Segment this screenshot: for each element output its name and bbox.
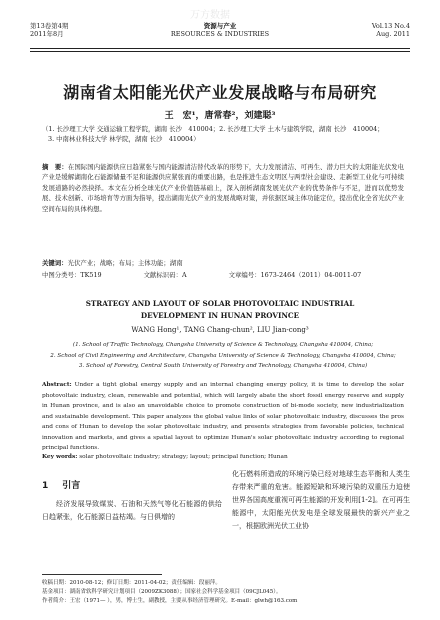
journal-name-cn: 资源与产业 (203, 22, 237, 30)
keywords-cn-label: 关键词： (42, 259, 68, 267)
running-header (30, 22, 410, 48)
issue-date-en: Aug. 2011 (376, 30, 410, 38)
watermark: 万方数据 (190, 10, 230, 21)
classification-row (42, 270, 404, 280)
affiliations-en (46, 340, 400, 372)
title-en-line: STRATEGY AND LAYOUT OF SOLAR PHOTOVOLTAIC INDUSTRIAL (85, 299, 355, 308)
abstract-cn-label: 摘 要： (42, 163, 68, 171)
footnote-funding: 基金项目：湖南省软科学研究计划项目（2009ZK3088）；国家社会科学基金项目（09CJL045）。 (42, 589, 282, 595)
authors-en: WANG Hong¹, TANG Chang-chun², LIU Jian-cong³ (131, 326, 309, 334)
keywords-en-label: Key words: (42, 454, 78, 460)
affiliation-en-line: 2. School of Civil Engineering and Architecture, Changsha University of Science & Technology, Changsha 410004, China; (50, 352, 396, 359)
keywords-cn-text: 光伏产业；战略；布局；主体功能；湖南 (67, 259, 183, 267)
affiliations-cn (42, 124, 404, 144)
journal-name-en: RESOURCES & INDUSTRIES (170, 30, 270, 38)
document-code: 文献标识码：A (143, 271, 187, 279)
affiliation-en-line: 3. School of Forestry, Central South University of Forestry and Technology, Changsha 410004, China) (78, 363, 368, 369)
article-number: 文章编号：1673-2464（2011）04-0011-07 (228, 271, 362, 279)
journal-name (30, 22, 410, 38)
body-column-left: 经济发展导致煤炭、石油和天然气等化石能源的供给日趋紧张，化石能源日益枯竭。与日俱增的 (42, 500, 222, 521)
paper-title-cn: 湖南省太阳能光伏产业发展战略与布局研究 (63, 83, 377, 102)
section-title: 引言 (62, 481, 81, 491)
journal-issue-en (372, 22, 410, 38)
abstract-en (42, 380, 404, 454)
abstract-en-text: Under a tight global energy supply and an internal changing energy policy, it is time to develop the solar photovoltaic industry, clean, renewable and potential, which will largely abate the short fossil energy reserve and supply in Hunan province, and is also an unavoidable choice to promote construction of bi-mode society, new industrialization and sustainable development. This paper analyzes the global value links of solar photovoltaic industry, discusses the pros and cons of Hunan to develop the solar photovoltaic industry, and presents strategies from favorable policies, technical innovation and markets, and gives a spatial layout to optimize Hunan's solar photovoltaic industry according to regional principal functions. (42, 382, 405, 451)
body-column-right: 化石燃料所造成的环境污染已经对地球生态平衡和人类生存带来严重的危害。能源短缺和环境污染的双重压力迫使世界各国高度重视可再生能源的开发利用[1-2]。在可再生能源中，太阳能光伏发电是全球发展最快的新兴产业之一，根据欧洲光伏工业协 (232, 470, 410, 530)
section-number: 1 (42, 481, 49, 491)
abstract-en-label: Abstract: (42, 382, 72, 388)
keywords-en-text: solar photovoltaic industry; strategy; layout; principal function; Hunan (79, 454, 288, 460)
issue-volume-en: Vol.13 No.4 (371, 22, 410, 30)
paper-title-en (40, 298, 400, 322)
abstract-cn (42, 162, 404, 214)
section-heading (42, 478, 94, 491)
title-en-line: DEVELOPMENT IN HUNAN PROVINCE (140, 311, 300, 320)
footnote-author: 作者简介：王宏（1971— ），男，博士生，副教授，主要从事经济管理研究。E-mail：glwh@163.com (42, 598, 298, 604)
abstract-cn-text: 在国际国内能源供应日趋紧张与国内能源清洁替代改革的形势下，大力发展清洁、可再生、潜力巨大的太阳能光伏发电产业是缓解湖南化石能源储量不足和能源供应紧张面的重要出路，也是推进生态文明区与两型社会建设、走新型工业化与可持续发展道路的必然抉择。本文在分析全球光伏产业价值链基础上，深入剖析湖南发展光伏产业的优势条件与不足，进而以优势发展、技术创新、市场培育等方面为指导，提出湖南光伏产业的发展战略对策，并依据区域主体功能定位，提出优化全省光伏产业空间布局的具体构想。 (42, 163, 405, 213)
header-rule-thin (30, 51, 410, 52)
issue-date: 2011年8月 (30, 30, 64, 38)
footnote-received: 收稿日期：2010-08-12；修订日期：2011-04-02；责任编辑：段丽萍。 (42, 580, 221, 586)
authors-cn: 王 宏¹，唐常春²，刘建聪³ (164, 111, 276, 121)
clc-number: 中图分类号：TK519 (42, 271, 102, 279)
affiliation-cn-line: 3. 中南林业科技大学 林学院，湖南 长沙 410004） (48, 135, 200, 143)
header-rule (30, 48, 410, 49)
issue-volume: 第13卷第4期 (30, 22, 69, 30)
keywords-en (42, 452, 404, 462)
footnote-rule (42, 574, 162, 575)
affiliation-en-line: (1. School of Traffic Technology, Changsha University of Science & Technology, Changsha 410004, China; (72, 342, 374, 348)
keywords-cn (42, 258, 404, 268)
affiliation-cn-line: （1. 长沙理工大学 交通运输工程学院，湖南 长沙 410004；2. 长沙理工大学 土木与建筑学院，湖南 长沙 410004； (42, 125, 384, 133)
footnotes (42, 579, 408, 606)
